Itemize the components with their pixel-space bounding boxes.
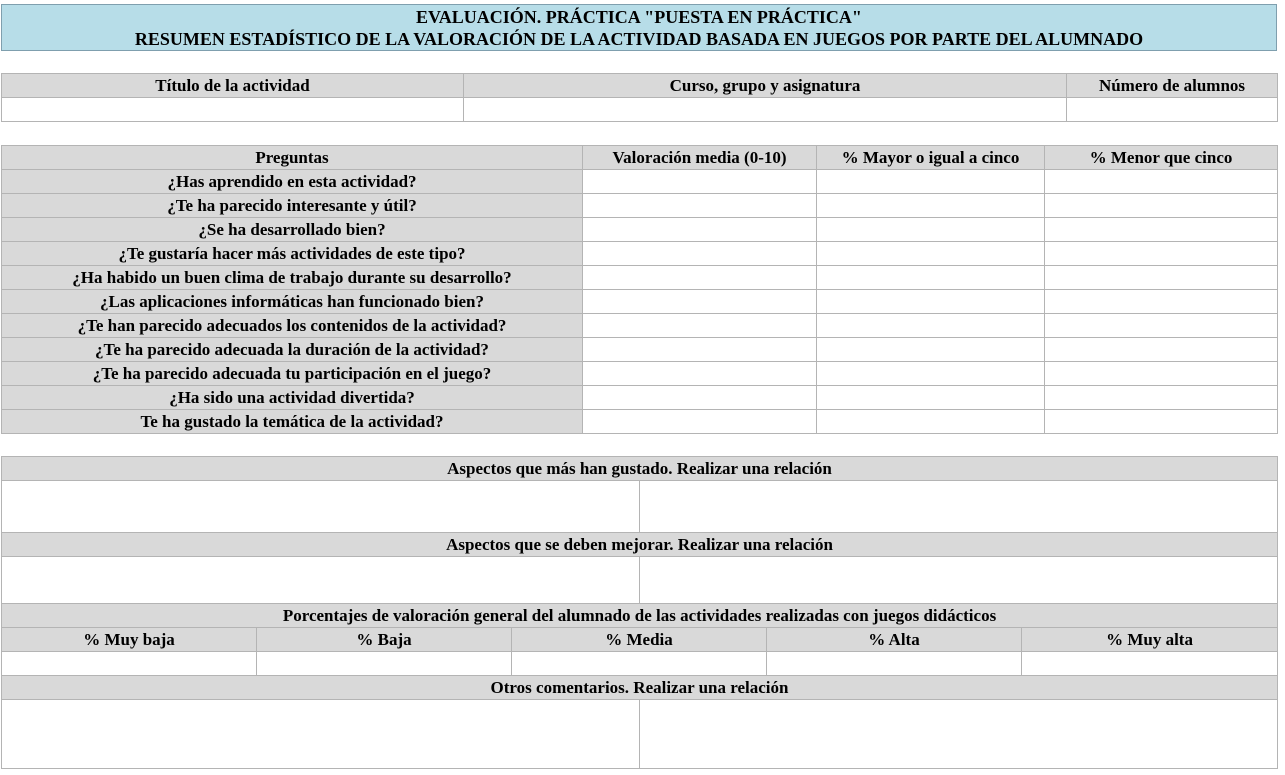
greater-equal-five-cell[interactable]: [817, 338, 1045, 362]
other-comments-header: Otros comentarios. Realizar una relación: [2, 676, 1278, 700]
less-five-cell[interactable]: [1045, 242, 1278, 266]
header-questions: Preguntas: [2, 146, 583, 170]
rating-low-cell[interactable]: [257, 652, 512, 676]
table-row: [2, 266, 1278, 290]
less-five-cell[interactable]: [1045, 194, 1278, 218]
less-five-cell[interactable]: [1045, 338, 1278, 362]
average-cell[interactable]: [583, 410, 817, 434]
table-row: [2, 338, 1278, 362]
less-five-cell[interactable]: [1045, 314, 1278, 338]
percent-rating-header: Porcentajes de valoración general del alumnado de las actividades realizadas con juegos didácticos: [2, 604, 1278, 628]
greater-equal-five-cell[interactable]: [817, 410, 1045, 434]
table-row: [2, 362, 1278, 386]
header-greater-equal-five: % Mayor o igual a cinco: [817, 146, 1045, 170]
question-label: ¿Te ha parecido adecuada la duración de la actividad?: [2, 338, 583, 362]
table-row: [2, 386, 1278, 410]
question-label: ¿Ha sido una actividad divertida?: [2, 386, 583, 410]
average-cell[interactable]: [583, 362, 817, 386]
question-label: Te ha gustado la temática de la actividad?: [2, 410, 583, 434]
greater-equal-five-cell[interactable]: [817, 266, 1045, 290]
table-row: [2, 290, 1278, 314]
less-five-cell[interactable]: [1045, 218, 1278, 242]
average-cell[interactable]: [583, 386, 817, 410]
question-label: ¿Has aprendido en esta actividad?: [2, 170, 583, 194]
average-cell[interactable]: [583, 338, 817, 362]
liked-aspects-cell-left[interactable]: [2, 481, 640, 533]
table-row: [2, 170, 1278, 194]
rating-very-high-cell[interactable]: [1022, 652, 1278, 676]
greater-equal-five-cell[interactable]: [817, 362, 1045, 386]
header-course-group: Curso, grupo y asignatura: [464, 74, 1067, 98]
average-cell[interactable]: [583, 218, 817, 242]
activity-title-cell[interactable]: [2, 98, 464, 122]
rating-low-header: % Baja: [257, 628, 512, 652]
rating-very-low-header: % Muy baja: [2, 628, 257, 652]
header-activity-title: Título de la actividad: [2, 74, 464, 98]
improve-aspects-header: Aspectos que se deben mejorar. Realizar una relación: [2, 533, 1278, 557]
average-cell[interactable]: [583, 194, 817, 218]
rating-very-low-cell[interactable]: [2, 652, 257, 676]
table-row: [2, 314, 1278, 338]
average-cell[interactable]: [583, 314, 817, 338]
rating-medium-header: % Media: [512, 628, 767, 652]
greater-equal-five-cell[interactable]: [817, 314, 1045, 338]
rating-high-cell[interactable]: [767, 652, 1022, 676]
less-five-cell[interactable]: [1045, 386, 1278, 410]
table-row: [2, 194, 1278, 218]
greater-equal-five-cell[interactable]: [817, 218, 1045, 242]
question-label: ¿Se ha desarrollado bien?: [2, 218, 583, 242]
question-label: ¿Las aplicaciones informáticas han funcionado bien?: [2, 290, 583, 314]
less-five-cell[interactable]: [1045, 266, 1278, 290]
less-five-cell[interactable]: [1045, 410, 1278, 434]
activity-info-table: [1, 73, 1278, 122]
greater-equal-five-cell[interactable]: [817, 386, 1045, 410]
table-row: [2, 410, 1278, 434]
greater-equal-five-cell[interactable]: [817, 290, 1045, 314]
rating-medium-cell[interactable]: [512, 652, 767, 676]
page-title: EVALUACIÓN. PRÁCTICA "PUESTA EN PRÁCTICA": [416, 6, 862, 27]
improve-aspects-cell-left[interactable]: [2, 557, 640, 604]
greater-equal-five-cell[interactable]: [817, 170, 1045, 194]
header-average: Valoración media (0-10): [583, 146, 817, 170]
header-student-count: Número de alumnos: [1067, 74, 1278, 98]
average-cell[interactable]: [583, 290, 817, 314]
course-group-cell[interactable]: [464, 98, 1067, 122]
table-row: [2, 242, 1278, 266]
title-banner-cell: [2, 5, 1277, 51]
questions-table: [1, 145, 1278, 434]
question-label: ¿Te han parecido adecuados los contenidos de la actividad?: [2, 314, 583, 338]
rating-very-high-header: % Muy alta: [1022, 628, 1278, 652]
less-five-cell[interactable]: [1045, 290, 1278, 314]
liked-aspects-cell-right[interactable]: [640, 481, 1278, 533]
table-row: [2, 218, 1278, 242]
question-label: ¿Te ha parecido adecuada tu participación en el juego?: [2, 362, 583, 386]
page-subtitle: RESUMEN ESTADÍSTICO DE LA VALORACIÓN DE LA ACTIVIDAD BASADA EN JUEGOS POR PARTE DEL ALUMNADO: [134, 28, 1144, 49]
less-five-cell[interactable]: [1045, 170, 1278, 194]
student-count-cell[interactable]: [1067, 98, 1278, 122]
average-cell[interactable]: [583, 170, 817, 194]
improve-aspects-cell-right[interactable]: [640, 557, 1278, 604]
other-comments-cell-right[interactable]: [640, 700, 1278, 769]
liked-aspects-header: Aspectos que más han gustado. Realizar una relación: [2, 457, 1278, 481]
greater-equal-five-cell[interactable]: [817, 194, 1045, 218]
less-five-cell[interactable]: [1045, 362, 1278, 386]
rating-high-header: % Alta: [767, 628, 1022, 652]
average-cell[interactable]: [583, 266, 817, 290]
question-label: ¿Ha habido un buen clima de trabajo durante su desarrollo?: [2, 266, 583, 290]
average-cell[interactable]: [583, 242, 817, 266]
header-less-five: % Menor que cinco: [1045, 146, 1278, 170]
question-label: ¿Te ha parecido interesante y útil?: [2, 194, 583, 218]
feedback-table: [1, 456, 1278, 769]
question-label: ¿Te gustaría hacer más actividades de este tipo?: [2, 242, 583, 266]
title-banner: [1, 4, 1277, 51]
other-comments-cell-left[interactable]: [2, 700, 640, 769]
greater-equal-five-cell[interactable]: [817, 242, 1045, 266]
